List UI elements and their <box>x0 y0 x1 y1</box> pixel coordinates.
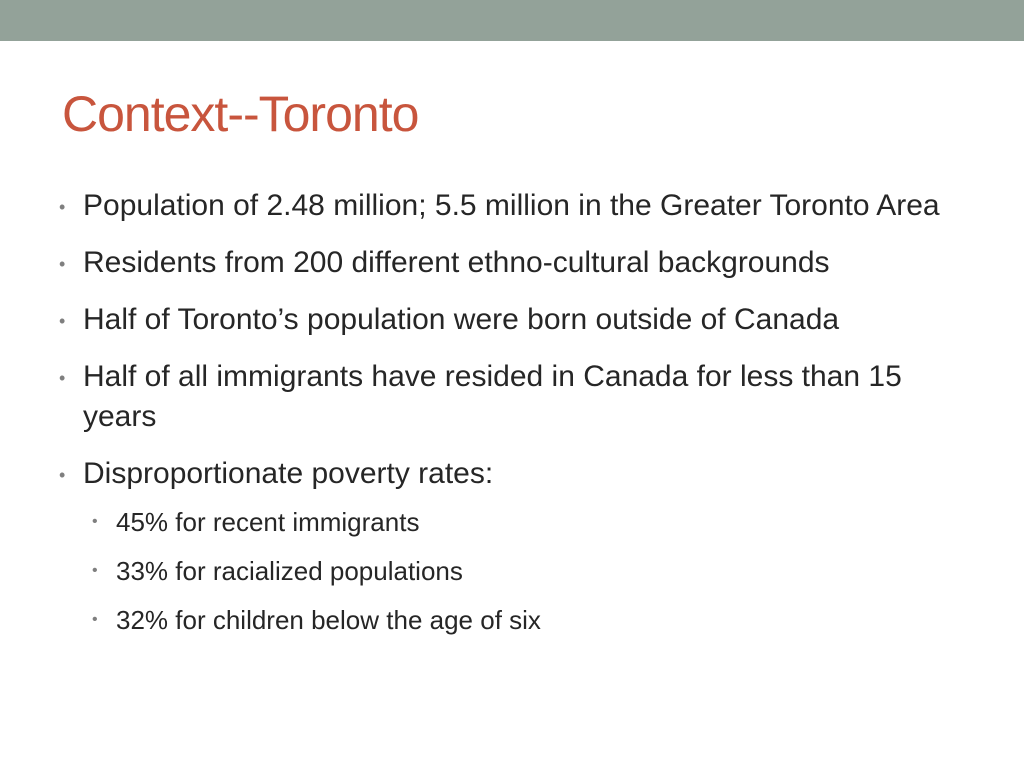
bullet-item <box>56 300 976 340</box>
sub-bullet-dot-icon: • <box>92 513 98 530</box>
sub-bullet-dot-icon: • <box>92 611 98 628</box>
sub-bullet-text: 45% for recent immigrants <box>116 507 420 537</box>
bullet-item <box>56 243 976 283</box>
bullet-text: Disproportionate poverty rates: <box>83 457 494 490</box>
sub-bullet-dot-icon: • <box>92 562 98 579</box>
bullet-dot-icon: • <box>59 368 66 388</box>
bullet-dot-icon: • <box>59 465 66 485</box>
bullet-dot-icon: • <box>59 311 66 331</box>
bullet-text: Half of all immigrants have resided in Canada for less than 15 years <box>83 360 902 433</box>
slide-title: Context--Toronto <box>62 86 419 142</box>
sub-bullet-item <box>86 506 976 538</box>
sub-bullet-item <box>86 604 976 636</box>
bullet-text: Half of Toronto’s population were born outside of Canada <box>83 303 840 336</box>
sub-bullet-text: 33% for racialized populations <box>116 556 463 586</box>
bullet-dot-icon: • <box>59 197 66 217</box>
bullet-list <box>56 186 976 653</box>
bullet-item <box>56 357 976 437</box>
top-accent-band <box>0 0 1024 41</box>
bullet-dot-icon: • <box>59 254 66 274</box>
sub-bullet-list <box>83 506 976 636</box>
bullet-item <box>56 454 976 636</box>
sub-bullet-item <box>86 555 976 587</box>
sub-bullet-text: 32% for children below the age of six <box>116 605 541 635</box>
bullet-text: Residents from 200 different ethno-cultural backgrounds <box>83 246 830 279</box>
bullet-text: Population of 2.48 million; 5.5 million in the Greater Toronto Area <box>83 189 940 222</box>
bullet-item <box>56 186 976 226</box>
